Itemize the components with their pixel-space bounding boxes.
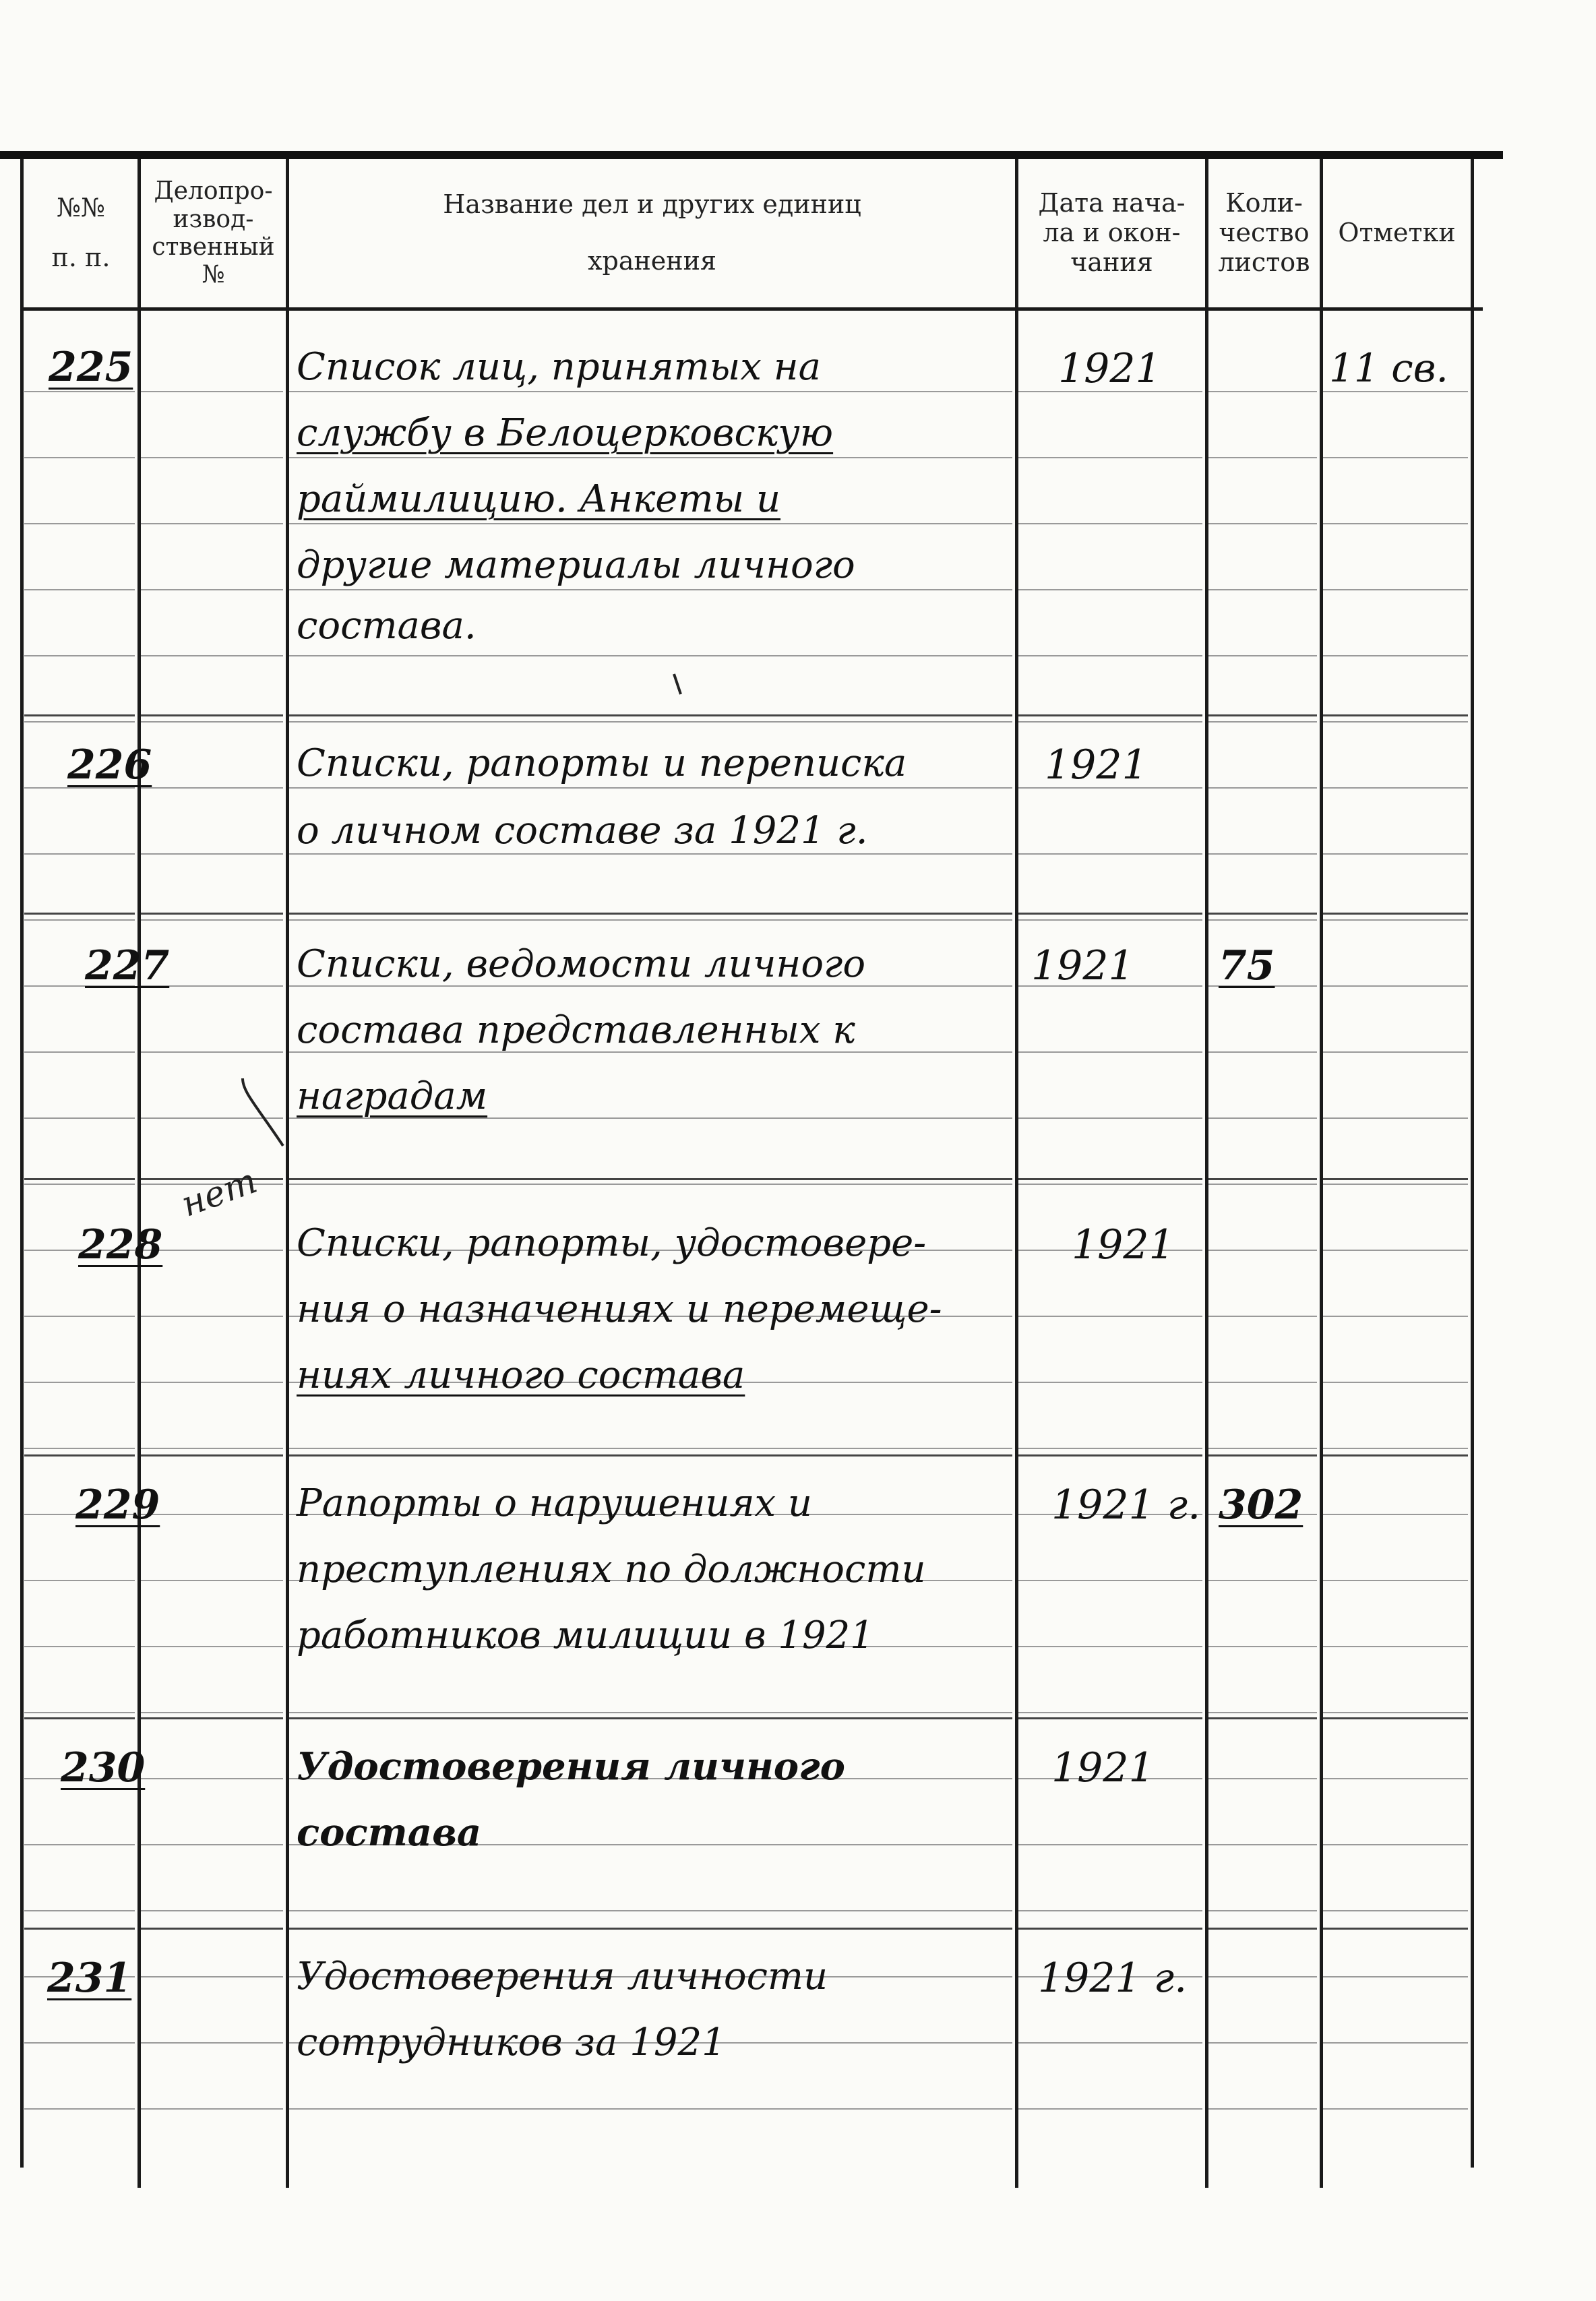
row-231-title-1: Удостоверения личности	[297, 1955, 828, 1998]
row-229-count: 302	[1219, 1481, 1303, 1529]
header-office-num: Делопро- извод- ственный №	[152, 177, 275, 289]
row-231-title-2: сотрудников за 1921	[297, 2021, 726, 2064]
row-229-date: 1921 г.	[1051, 1481, 1201, 1529]
row-228-title-1: Списки, рапорты, удостовере-	[297, 1221, 927, 1265]
row-228-num: 228	[78, 1221, 163, 1268]
row-228-title-3: ниях личного состава	[297, 1353, 745, 1397]
row-227-count: 75	[1219, 942, 1275, 989]
row-231-num: 231	[47, 1955, 132, 2002]
row-227-date: 1921	[1031, 942, 1134, 989]
ink-mark	[674, 674, 681, 694]
margin-note: нет	[176, 1161, 263, 1225]
row-229-title-2: преступлениях по должности	[297, 1547, 926, 1591]
row-226-title-2: о личном составе за 1921 г.	[297, 809, 868, 853]
row-226-num: 226	[67, 741, 152, 789]
row-225-title-2: службу в Белоцерковскую	[297, 411, 834, 455]
row-227-num: 227	[85, 942, 170, 989]
header-title: Название дел и других единиц хранения	[443, 189, 861, 276]
row-229-num: 229	[75, 1481, 160, 1529]
row-228-date: 1921	[1072, 1221, 1175, 1268]
row-228-title-2: ния о назначениях и перемеще-	[297, 1287, 942, 1331]
header-count: Коли- чество листов	[1218, 188, 1310, 277]
row-229-title-3: работников милиции в 1921	[297, 1614, 874, 1657]
row-226-date: 1921	[1045, 741, 1148, 789]
row-225-note: 11 св.	[1329, 345, 1448, 391]
row-225-title-5: состава.	[297, 604, 477, 648]
header-num: №№ п. п.	[51, 193, 111, 272]
header-date: Дата нача- ла и окон- чания	[1038, 188, 1186, 277]
row-230-title-2: состава	[297, 1810, 482, 1855]
row-229-title-1: Рапорты о нарушениях и	[297, 1481, 812, 1525]
row-227-title-2: состава представленных к	[297, 1008, 855, 1052]
row-225-num: 225	[49, 344, 133, 391]
row-227-title-3: наградам	[297, 1074, 488, 1118]
row-230-date: 1921	[1051, 1744, 1155, 1791]
row-230-num: 230	[61, 1744, 146, 1791]
row-225-title-4: другие материалы личного	[297, 543, 855, 587]
row-226-title-1: Списки, рапорты и переписка	[297, 741, 907, 785]
row-225-title-3: раймилицию. Анкеты и	[297, 477, 781, 521]
header-notes: Отметки	[1338, 218, 1456, 248]
row-227-title-1: Списки, ведомости личного	[297, 942, 866, 986]
row-230-title-1: Удостоверения личного	[297, 1744, 845, 1789]
row-225-title-1: Список лиц, принятых на	[297, 345, 822, 389]
row-225-date: 1921	[1058, 345, 1161, 392]
margin-stroke	[243, 1078, 283, 1146]
row-231-date: 1921 г.	[1038, 1955, 1188, 2002]
